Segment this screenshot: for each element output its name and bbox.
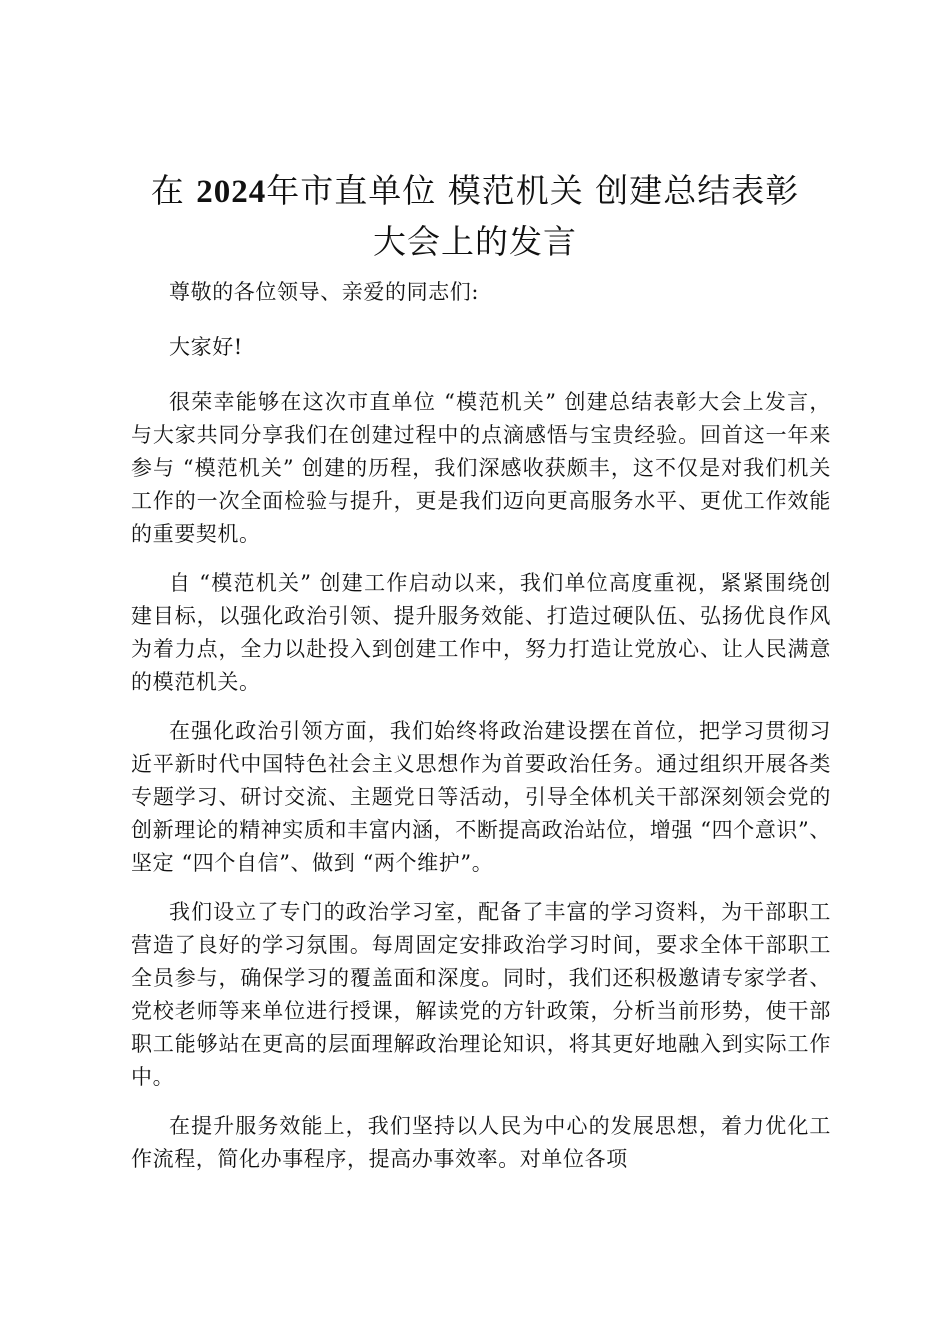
title-rest: 年市直单位 模范机关 创建总结表彰: [266, 171, 800, 210]
document-body: [131, 276, 831, 1192]
paragraph: 很荣幸能够在这次市直单位 “模范机关” 创建总结表彰大会上发言，与大家共同分享我们在创建过程中的点滴感悟与宝贵经验。回首这一年来参与 “模范机关” 创建的历程，我们深感收获颇丰，这不仅是对我们机关工作的一次全面检验与提升，更是我们迈向更高服务水平、更优工作效能的重要契机。: [131, 390, 831, 546]
title-line-1: [100, 166, 850, 217]
greeting: 大家好!: [169, 335, 243, 359]
title-line-2: 大会上的发言: [373, 222, 577, 261]
paragraph: 自 “模范机关” 创建工作启动以来，我们单位高度重视，紧紧围绕创建目标，以强化政治引领、提升服务效能、打造过硬队伍、弘扬优良作风为着力点，全力以赴投入到创建工作中，努力打造让党放心、让人民满意的模范机关。: [131, 571, 831, 694]
title-prefix: 在: [150, 171, 197, 210]
salutation: 尊敬的各位领导、亲爱的同志们:: [169, 280, 480, 304]
document-title: [100, 166, 850, 267]
paragraph: 在强化政治引领方面，我们始终将政治建设摆在首位，把学习贯彻习近平新时代中国特色社会主义思想作为首要政治任务。通过组织开展各类专题学习、研讨交流、主题党日等活动，引导全体机关干部深刻领会党的创新理论的精神实质和丰富内涵，不断提高政治站位，增强 “四个意识”、坚定 “四个自信”、做到 “两个维护”。: [131, 719, 831, 875]
paragraph: 我们设立了专门的政治学习室，配备了丰富的学习资料，为干部职工营造了良好的学习氛围。每周固定安排政治学习时间，要求全体干部职工全员参与，确保学习的覆盖面和深度。同时，我们还积极邀请专家学者、党校老师等来单位进行授课，解读党的方针政策，分析当前形势，使干部职工能够站在更高的层面理解政治理论知识，将其更好地融入到实际工作中。: [131, 900, 831, 1089]
title-year: 2024: [196, 174, 267, 210]
paragraph: 在提升服务效能上，我们坚持以人民为中心的发展思想，着力优化工作流程，简化办事程序，提高办事效率。对单位各项: [131, 1114, 831, 1171]
